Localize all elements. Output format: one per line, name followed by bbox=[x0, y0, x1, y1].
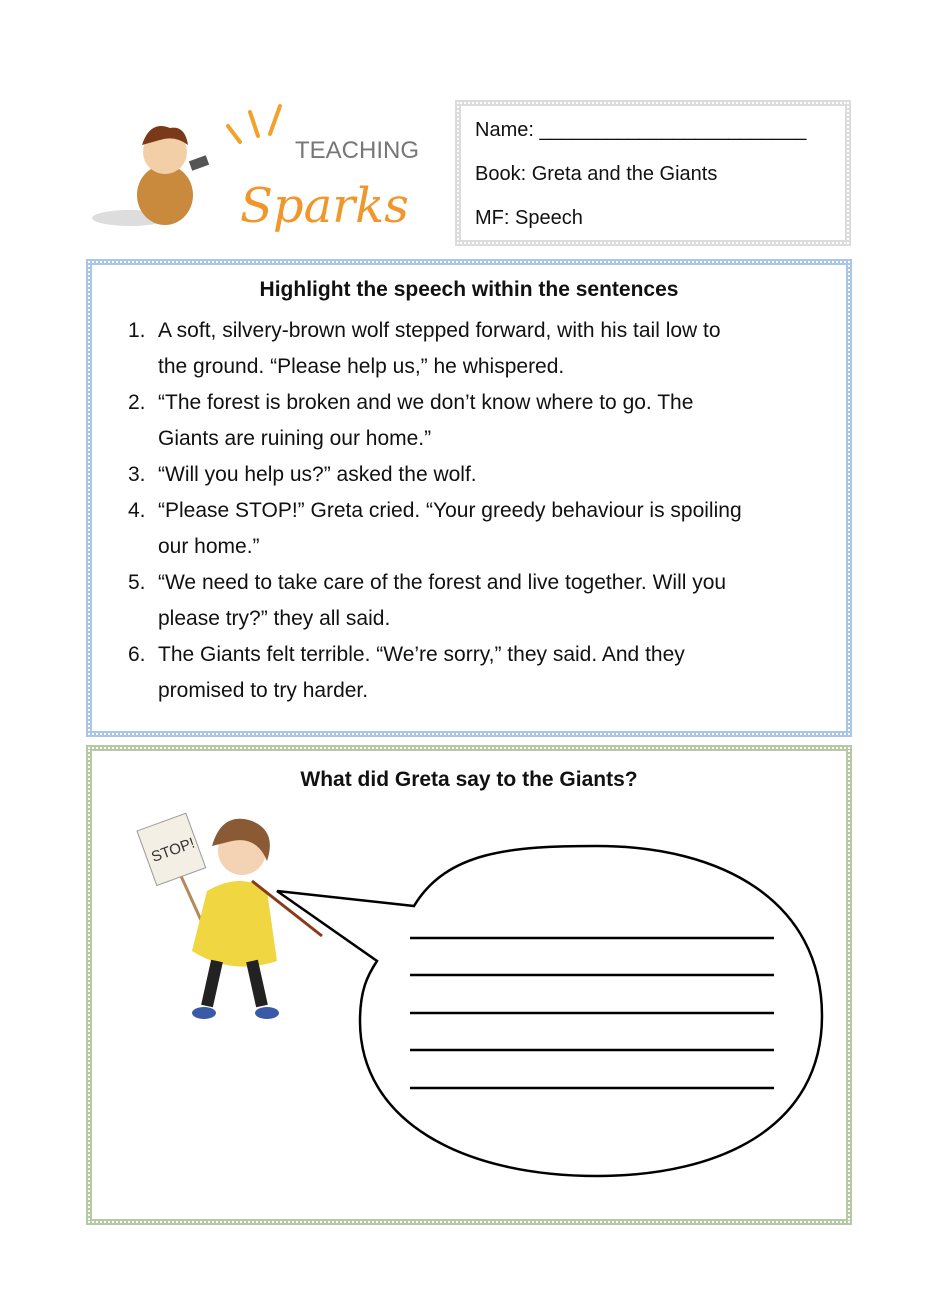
sentence-item bbox=[128, 637, 838, 673]
sentence-number bbox=[128, 529, 158, 565]
sentence-item-continued bbox=[128, 601, 838, 637]
sentence-text[interactable]: promised to try harder. bbox=[158, 679, 369, 702]
sentence-number: 6. bbox=[128, 643, 146, 666]
svg-text:Sparks: Sparks bbox=[240, 178, 409, 234]
book-title: Book: Greta and the Giants bbox=[475, 163, 718, 185]
greta-illustration bbox=[137, 813, 322, 1019]
sentence-item-continued bbox=[128, 349, 838, 385]
sentence-text[interactable]: Giants are ruining our home.” bbox=[158, 427, 432, 450]
sentence-text[interactable]: “Will you help us?” asked the wolf. bbox=[158, 463, 477, 486]
sentence-number bbox=[128, 421, 158, 457]
speech-bubble bbox=[277, 846, 822, 1176]
sentence-number: 1. bbox=[128, 319, 146, 342]
sentence-item bbox=[128, 565, 838, 601]
speech-exercise-title: Highlight the speech within the sentences bbox=[259, 278, 679, 301]
svg-text:TEACHING: TEACHING bbox=[295, 137, 420, 164]
svg-text:STOP!: STOP! bbox=[149, 834, 198, 866]
sentence-number: 2. bbox=[128, 391, 146, 414]
sentence-number bbox=[128, 673, 158, 709]
mf-label: MF: Speech bbox=[475, 207, 583, 229]
sentence-text[interactable]: “The forest is broken and we don’t know where to go. The bbox=[158, 391, 694, 414]
sentence-text[interactable]: The Giants felt terrible. “We’re sorry,” they said. And they bbox=[158, 643, 685, 666]
greta-illustration-and-bubble bbox=[92, 751, 846, 1219]
sentence-text[interactable]: A soft, silvery-brown wolf stepped forward, with his tail low to bbox=[158, 319, 721, 342]
sentence-item-continued bbox=[128, 529, 838, 565]
speech-exercise-box bbox=[86, 259, 852, 737]
greta-exercise-box bbox=[86, 745, 852, 1225]
sentence-number bbox=[128, 349, 158, 385]
greta-exercise-title: What did Greta say to the Giants? bbox=[300, 768, 638, 791]
sentence-number: 4. bbox=[128, 499, 146, 522]
sentence-item bbox=[128, 313, 838, 349]
sentence-text[interactable]: our home.” bbox=[158, 535, 260, 558]
sentence-list bbox=[128, 313, 838, 709]
sentence-number: 5. bbox=[128, 571, 146, 594]
sentence-text[interactable]: please try?” they all said. bbox=[158, 607, 391, 630]
sentence-item bbox=[128, 457, 838, 493]
name-field[interactable]: Name: ________________________ bbox=[475, 119, 807, 141]
sentence-item bbox=[128, 493, 838, 529]
sentence-text[interactable]: “Please STOP!” Greta cried. “Your greedy behaviour is spoiling bbox=[158, 499, 742, 522]
sentence-text[interactable]: “We need to take care of the forest and live together. Will you bbox=[158, 571, 727, 594]
teaching-sparks-logo bbox=[90, 100, 440, 240]
sentence-number: 3. bbox=[128, 463, 146, 486]
sentence-number bbox=[128, 601, 158, 637]
sentence-item bbox=[128, 385, 838, 421]
sentence-text[interactable]: the ground. “Please help us,” he whispered. bbox=[158, 355, 565, 378]
student-info-box bbox=[455, 100, 851, 246]
sentence-item-continued bbox=[128, 421, 838, 457]
sentence-item-continued bbox=[128, 673, 838, 709]
